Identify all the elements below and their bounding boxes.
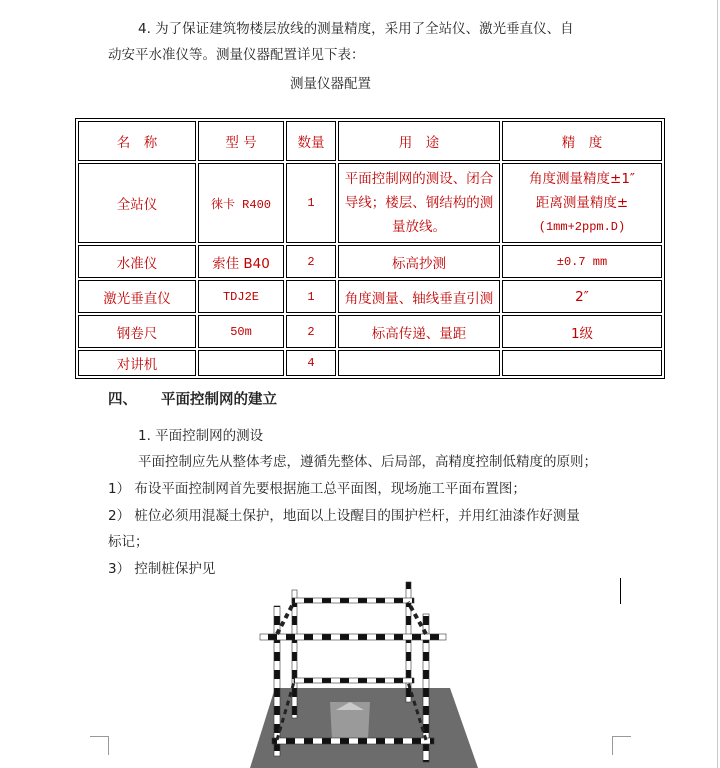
text-cursor [620,578,621,604]
table-row [78,280,662,313]
rail-front-top [260,634,446,640]
control-pile-protection-figure [250,562,490,768]
cell-name: 激光垂直仪 [78,280,196,313]
list-item-3: 3） 控制桩保护见 [108,561,216,577]
usage-line: 量放线。 [392,219,446,235]
page-corner-mark-right [612,736,631,755]
precision-line: (1mm+2ppm.D) [538,220,626,234]
rail-front-bottom [272,738,434,744]
table-row [78,350,662,376]
table-row [78,163,662,243]
cell-precision: 1级 [502,315,662,348]
cell-name: 水准仪 [78,245,196,278]
subheading: 1. 平面控制网的测设 [138,428,264,444]
cell-precision [502,163,662,243]
cell-precision: 2″ [502,280,662,313]
section-number: 四、 [108,391,137,408]
page-corner-mark-left [90,736,109,755]
paragraph-principle: 平面控制应先从整体考虑，遵循先整体、后局部，高精度控制低精度的原则； [138,454,597,470]
usage-line: 导线；楼层、钢结构的测 [344,195,494,211]
section-heading [108,388,277,409]
header-name: 名 称 [78,121,196,161]
cell-qty: 4 [286,350,336,376]
cell-model: 索佳 B40 [198,245,284,278]
table-row [78,245,662,278]
header-qty: 数量 [286,121,336,161]
list-item-2-cont: 标记； [108,534,149,550]
precision-line: 角度测量精度±1″ [529,171,635,187]
cell-model: TDJ2E [198,280,284,313]
intro-line-1: 4. 为了保证建筑物楼层放线的测量精度，采用了全站仪、激光垂直仪、自 [138,21,574,37]
cell-qty: 2 [286,315,336,348]
header-model: 型 号 [198,121,284,161]
list-item-2: 2） 桩位必须用混凝土保护，地面以上设醒目的围护栏杆，并用红油漆作好测量 [108,508,580,524]
cell-name: 全站仪 [78,163,196,243]
cell-precision: ±0.7 mm [502,245,662,278]
post-back-left [292,590,297,718]
section-title: 平面控制网的建立 [161,391,277,408]
table-caption: 测量仪器配置 [290,76,371,92]
precision-line: 距离测量精度± [535,195,629,211]
cell-model: 徕卡 R400 [198,163,284,243]
usage-line: 平面控制网的测设、闭合 [344,171,494,187]
cell-usage [338,163,500,243]
header-usage: 用 途 [338,121,500,161]
intro-line-2: 动安平水准仪等。测量仪器配置详见下表： [108,47,365,63]
header-precision: 精 度 [502,121,662,161]
cell-qty: 1 [286,163,336,243]
cell-usage [338,350,500,376]
cell-qty: 2 [286,245,336,278]
cell-name: 钢卷尺 [78,315,196,348]
cell-qty: 1 [286,280,336,313]
cell-precision [502,350,662,376]
table-header-row [78,121,662,161]
cell-usage: 标高抄测 [338,245,500,278]
rail-back-bottom [294,678,414,683]
cell-model: 50m [198,315,284,348]
rail-back-top [292,598,414,603]
table-row [78,315,662,348]
cell-model [198,350,284,376]
cell-usage: 角度测量、轴线垂直引测 [338,280,500,313]
page-edge [717,0,718,768]
list-item-1: 1） 布设平面控制网首先要根据施工总平面图，现场施工平面布置图； [108,481,526,497]
post-front-left [274,606,280,756]
cell-name: 对讲机 [78,350,196,376]
cell-usage: 标高传递、量距 [338,315,500,348]
instrument-table [75,118,665,379]
